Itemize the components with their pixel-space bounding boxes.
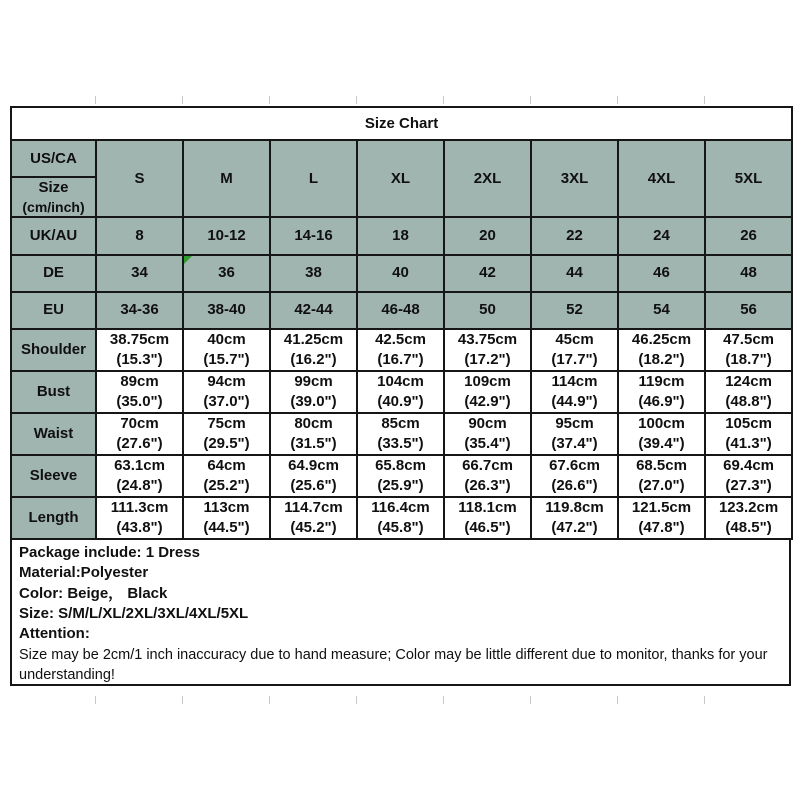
size-table	[10, 106, 793, 540]
measure-value-cell	[183, 455, 270, 497]
measure-value-cell	[270, 371, 357, 413]
value-cm: 118.1cm	[458, 498, 517, 516]
value-cm: 111.3cm	[110, 498, 169, 516]
value-inch: (43.8")	[116, 518, 163, 536]
size-value-cell: 8	[96, 217, 183, 255]
row-label-eu: EU	[11, 292, 96, 329]
gridline-tick	[269, 96, 270, 104]
value-inch: (45.2")	[290, 518, 337, 536]
value-cm: 124cm	[725, 372, 772, 390]
value-cm: 90cm	[468, 414, 507, 432]
header-size-m: M	[183, 140, 270, 217]
gridline-tick	[443, 696, 444, 704]
header-size-3xl: 3XL	[531, 140, 618, 217]
measure-value-cell	[357, 371, 444, 413]
value-cm: 41.25cm	[283, 330, 344, 348]
value-inch: (44.5")	[203, 518, 250, 536]
value-cm: 67.6cm	[549, 456, 600, 474]
value-inch: (45.8")	[377, 518, 424, 536]
row-label-ukau: UK/AU	[11, 217, 96, 255]
gridline-tick	[617, 96, 618, 104]
value-cm: 114.7cm	[284, 498, 343, 516]
value-inch: (35.0")	[116, 392, 163, 410]
row-label-sleeve: Sleeve	[11, 455, 96, 497]
value-cm: 70cm	[120, 414, 159, 432]
size-value-cell: 46-48	[357, 292, 444, 329]
measure-value-cell	[357, 413, 444, 455]
measure-value-cell	[705, 413, 792, 455]
size-value-cell: 54	[618, 292, 705, 329]
gridline-tick	[269, 696, 270, 704]
gridline-tick	[443, 96, 444, 104]
value-inch: (33.5")	[377, 434, 424, 452]
header-size-5xl: 5XL	[705, 140, 792, 217]
value-inch: (26.6")	[551, 476, 598, 494]
measure-value-cell	[96, 455, 183, 497]
note-line: Color: Beige， Black	[19, 584, 168, 602]
value-cm: 121.5cm	[631, 498, 692, 516]
size-value-cell: 20	[444, 217, 531, 255]
value-cm: 116.4cm	[371, 498, 430, 516]
value-inch: (27.0")	[638, 476, 685, 494]
header-size-2xl: 2XL	[444, 140, 531, 217]
value-cm: 69.4cm	[723, 456, 774, 474]
value-inch: (26.3")	[464, 476, 511, 494]
measure-value-cell	[531, 371, 618, 413]
measure-value-cell	[531, 497, 618, 539]
note-line: understanding!	[19, 667, 115, 684]
header-size-4xl: 4XL	[618, 140, 705, 217]
value-cm: 109cm	[464, 372, 511, 390]
value-inch: (46.5")	[464, 518, 511, 536]
size-value-cell: 46	[618, 255, 705, 292]
value-cm: 94cm	[207, 372, 246, 390]
value-inch: (18.2")	[638, 350, 685, 368]
header-size-s: S	[96, 140, 183, 217]
value-inch: (44.9")	[551, 392, 598, 410]
measure-value-cell	[357, 497, 444, 539]
size-value-cell: 36	[183, 255, 270, 292]
value-inch: (16.2")	[290, 350, 337, 368]
value-cm: 104cm	[377, 372, 424, 390]
header-size-l: L	[270, 140, 357, 217]
size-value-cell: 40	[357, 255, 444, 292]
row-label-shoulder: Shoulder	[11, 329, 96, 371]
value-inch: (25.9")	[377, 476, 424, 494]
size-value-cell: 38-40	[183, 292, 270, 329]
value-cm: 80cm	[294, 414, 333, 432]
measure-value-cell	[96, 413, 183, 455]
measure-value-cell	[705, 455, 792, 497]
value-cm: 46.25cm	[631, 330, 692, 348]
measure-value-cell	[618, 497, 705, 539]
value-cm: 64.9cm	[288, 456, 339, 474]
value-cm: 45cm	[555, 330, 594, 348]
header-corner-size-label: Size	[38, 179, 69, 196]
measure-value-cell	[444, 329, 531, 371]
value-cm: 99cm	[294, 372, 333, 390]
value-cm: 66.7cm	[462, 456, 513, 474]
header-corner-usca: US/CA	[11, 140, 96, 177]
note-line: Material:Polyester	[19, 564, 149, 582]
row-label-de: DE	[11, 255, 96, 292]
value-inch: (27.6")	[116, 434, 163, 452]
value-cm: 89cm	[120, 372, 159, 390]
value-inch: (47.2")	[551, 518, 598, 536]
size-value-cell: 50	[444, 292, 531, 329]
measure-value-cell	[444, 455, 531, 497]
value-cm: 64cm	[207, 456, 246, 474]
gridline-tick	[95, 96, 96, 104]
measure-value-cell	[270, 329, 357, 371]
spreadsheet-area	[10, 106, 791, 686]
value-inch: (48.5")	[725, 518, 772, 536]
notes-box	[10, 538, 791, 686]
measure-value-cell	[183, 371, 270, 413]
measure-value-cell	[96, 497, 183, 539]
header-size-xl: XL	[357, 140, 444, 217]
size-chart-title: Size Chart	[11, 107, 792, 140]
value-inch: (17.7")	[551, 350, 598, 368]
value-cm: 65.8cm	[375, 456, 426, 474]
value-inch: (39.0")	[290, 392, 337, 410]
measure-value-cell	[357, 329, 444, 371]
size-value-cell: 34-36	[96, 292, 183, 329]
note-line: Package include: 1 Dress	[19, 543, 200, 561]
measure-value-cell	[705, 497, 792, 539]
size-value-cell: 24	[618, 217, 705, 255]
value-inch: (15.3")	[116, 350, 163, 368]
gridline-tick	[617, 696, 618, 704]
value-cm: 119cm	[638, 372, 685, 390]
measure-value-cell	[705, 371, 792, 413]
note-line: Size: S/M/L/XL/2XL/3XL/4XL/5XL	[19, 604, 249, 622]
value-cm: 68.5cm	[636, 456, 687, 474]
size-value-cell: 34	[96, 255, 183, 292]
value-inch: (27.3")	[725, 476, 772, 494]
measure-value-cell	[531, 329, 618, 371]
value-cm: 119.8cm	[545, 498, 604, 516]
measure-value-cell	[270, 413, 357, 455]
value-inch: (29.5")	[203, 434, 250, 452]
gridline-tick	[530, 96, 531, 104]
value-cm: 42.5cm	[375, 330, 426, 348]
gridline-tick	[530, 696, 531, 704]
value-cm: 63.1cm	[114, 456, 165, 474]
value-inch: (17.2")	[464, 350, 511, 368]
value-cm: 85cm	[381, 414, 420, 432]
measure-value-cell	[531, 413, 618, 455]
measure-value-cell	[531, 455, 618, 497]
value-inch: (40.9")	[377, 392, 424, 410]
measure-value-cell	[444, 371, 531, 413]
value-inch: (35.4")	[464, 434, 511, 452]
value-cm: 47.5cm	[723, 330, 774, 348]
gridline-tick	[704, 96, 705, 104]
gridline-tick	[704, 696, 705, 704]
measure-value-cell	[270, 497, 357, 539]
measure-value-cell	[444, 497, 531, 539]
size-value-cell: 10-12	[183, 217, 270, 255]
size-value-cell: 18	[357, 217, 444, 255]
row-label-waist: Waist	[11, 413, 96, 455]
value-inch: (24.8")	[116, 476, 163, 494]
size-value-cell: 56	[705, 292, 792, 329]
value-inch: (31.5")	[290, 434, 337, 452]
measure-value-cell	[618, 371, 705, 413]
value-cm: 114cm	[551, 372, 598, 390]
value-inch: (42.9")	[464, 392, 511, 410]
value-cm: 43.75cm	[457, 330, 518, 348]
measure-value-cell	[444, 413, 531, 455]
value-inch: (15.7")	[203, 350, 250, 368]
value-inch: (37.0")	[203, 392, 250, 410]
value-cm: 75cm	[207, 414, 246, 432]
value-cm: 100cm	[638, 414, 685, 432]
size-value-cell: 44	[531, 255, 618, 292]
value-cm: 123.2cm	[718, 498, 779, 516]
size-value-cell: 38	[270, 255, 357, 292]
value-inch: (47.8")	[638, 518, 685, 536]
measure-value-cell	[705, 329, 792, 371]
measure-value-cell	[183, 329, 270, 371]
size-value-cell: 22	[531, 217, 618, 255]
row-label-length: Length	[11, 497, 96, 539]
value-cm: 95cm	[555, 414, 594, 432]
value-cm: 105cm	[725, 414, 772, 432]
value-inch: (16.7")	[377, 350, 424, 368]
size-value-cell: 42-44	[270, 292, 357, 329]
value-inch: (39.4")	[638, 434, 685, 452]
gridline-tick	[182, 96, 183, 104]
row-label-bust: Bust	[11, 371, 96, 413]
measure-value-cell	[183, 497, 270, 539]
value-inch: (25.2")	[203, 476, 250, 494]
note-line: Size may be 2cm/1 inch inaccuracy due to hand measure; Color may be little different due to monitor, thanks for your	[19, 646, 768, 663]
header-corner-unit-label: (cm/inch)	[22, 198, 85, 215]
size-value-cell: 48	[705, 255, 792, 292]
size-value-cell: 52	[531, 292, 618, 329]
gridline-tick	[356, 96, 357, 104]
measure-value-cell	[96, 371, 183, 413]
gridline-tick	[182, 696, 183, 704]
value-inch: (41.3")	[725, 434, 772, 452]
measure-value-cell	[618, 329, 705, 371]
value-inch: (18.7")	[725, 350, 772, 368]
size-value-cell: 42	[444, 255, 531, 292]
gridline-tick	[95, 696, 96, 704]
cell-comment-marker-icon	[184, 256, 192, 264]
measure-value-cell	[618, 455, 705, 497]
value-cm: 38.75cm	[109, 330, 170, 348]
gridline-tick	[356, 696, 357, 704]
note-line: Attention:	[19, 625, 90, 643]
value-cm: 113cm	[203, 498, 250, 516]
size-value-cell: 26	[705, 217, 792, 255]
value-cm: 40cm	[207, 330, 246, 348]
measure-value-cell	[96, 329, 183, 371]
value-inch: (25.6")	[290, 476, 337, 494]
measure-value-cell	[618, 413, 705, 455]
size-value-cell: 14-16	[270, 217, 357, 255]
value-inch: (48.8")	[725, 392, 772, 410]
value-inch: (37.4")	[551, 434, 598, 452]
measure-value-cell	[357, 455, 444, 497]
header-corner-size-unit	[11, 177, 96, 217]
measure-value-cell	[270, 455, 357, 497]
measure-value-cell	[183, 413, 270, 455]
value-inch: (46.9")	[638, 392, 685, 410]
